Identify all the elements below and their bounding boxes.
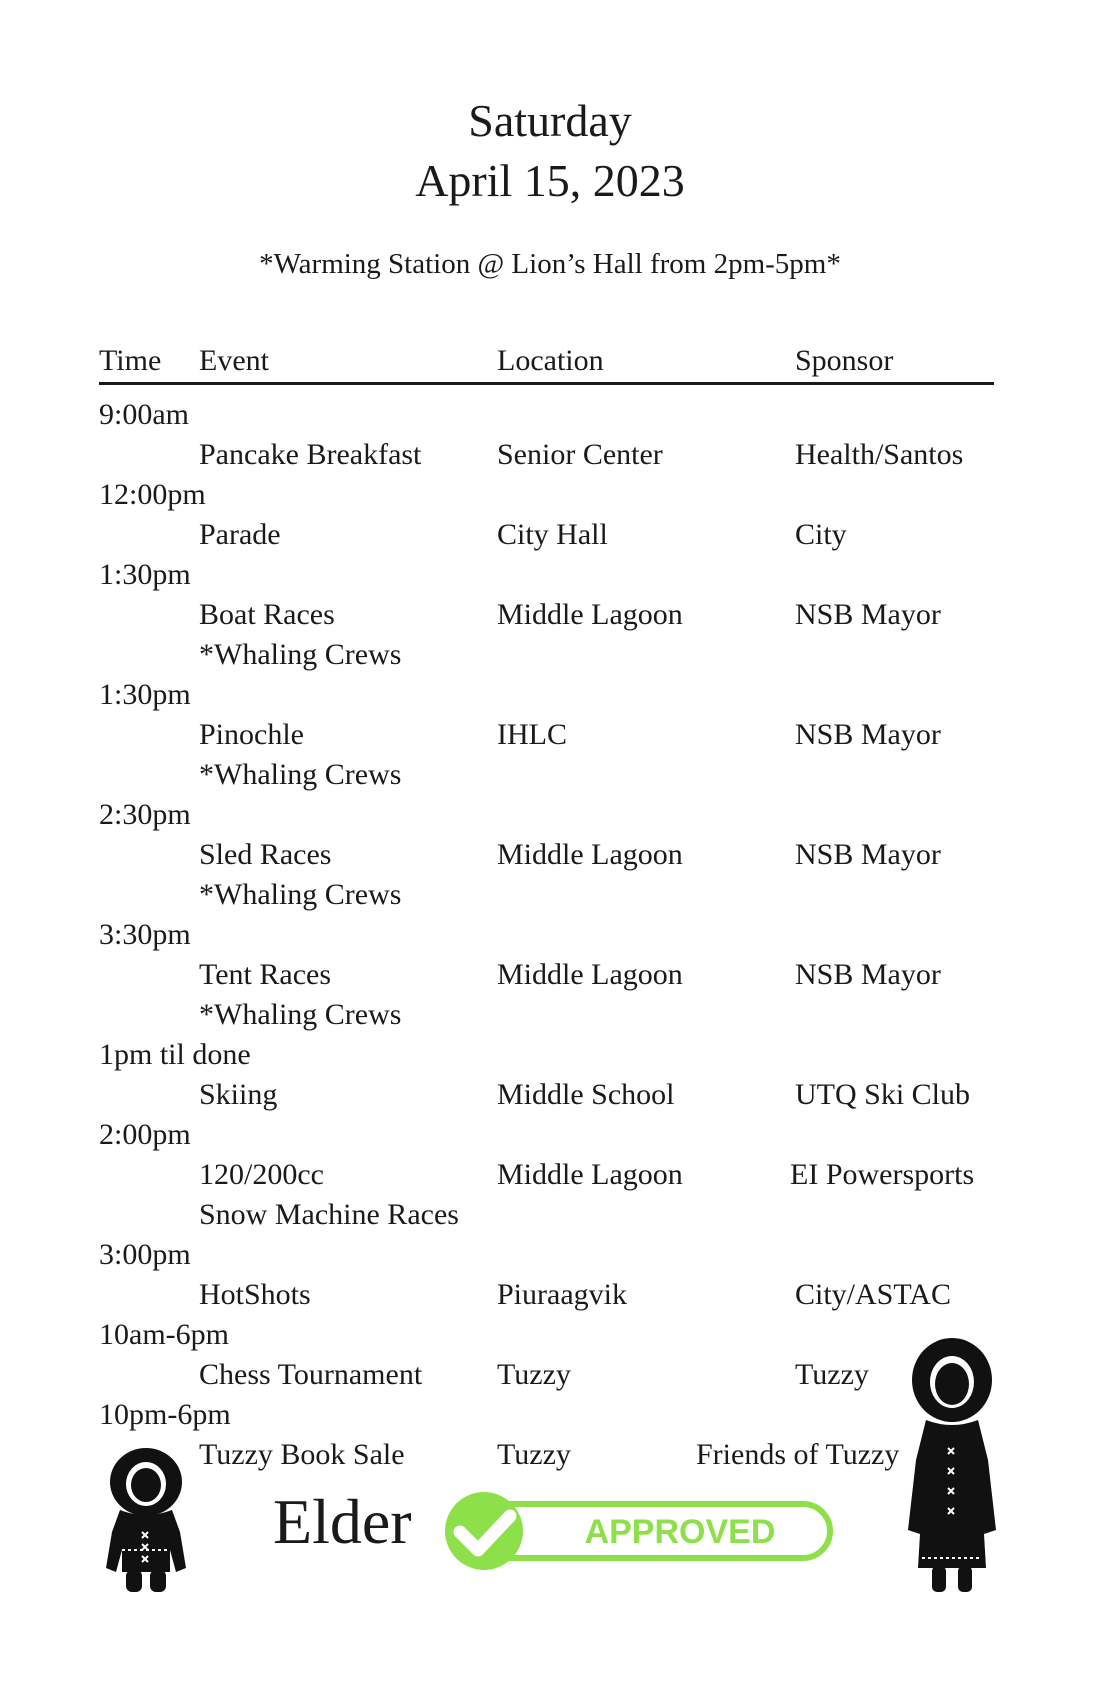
schedule-event: Tuzzy Book Sale (199, 1438, 405, 1471)
schedule-sponsor: UTQ Ski Club (795, 1078, 971, 1111)
page-title-day: Saturday (468, 95, 632, 146)
elder-figure-left-icon (96, 1440, 196, 1595)
schedule-location: IHLC (497, 718, 567, 751)
approved-badge (430, 1490, 840, 1570)
schedule-location: Tuzzy (497, 1358, 571, 1391)
schedule-location: City Hall (497, 518, 608, 551)
schedule-event: Pancake Breakfast (199, 438, 422, 471)
schedule-location: Middle School (497, 1078, 675, 1111)
warming-station-note: *Warming Station @ Lion’s Hall from 2pm-5pm* (259, 248, 841, 280)
schedule-sponsor: Health/Santos (795, 438, 964, 471)
schedule-event: Parade (199, 518, 281, 551)
schedule-sponsor: NSB Mayor (795, 838, 941, 871)
schedule-event: Tent Races (199, 958, 332, 991)
schedule-event: HotShots (199, 1278, 311, 1311)
schedule-time: 1pm til done (99, 1038, 251, 1071)
schedule-sponsor: City/ASTAC (795, 1278, 951, 1311)
column-header-sponsor: Sponsor (795, 344, 894, 377)
schedule-event: Boat Races (199, 598, 335, 631)
schedule-event: Sled Races (199, 838, 332, 871)
schedule-time: 9:00am (99, 398, 189, 431)
schedule-event-note: *Whaling Crews (199, 638, 402, 671)
schedule-sponsor: EI Powersports (790, 1158, 975, 1191)
elder-label: Elder (273, 1486, 412, 1557)
schedule-event: 120/200cc (199, 1158, 324, 1191)
schedule-location: Piuraagvik (497, 1278, 627, 1311)
schedule-time: 12:00pm (99, 478, 206, 511)
schedule-event: Chess Tournament (199, 1358, 423, 1391)
schedule-event-note: *Whaling Crews (199, 758, 402, 791)
schedule-time: 2:00pm (99, 1118, 191, 1151)
schedule-location: Tuzzy (497, 1438, 571, 1471)
schedule-time: 10am-6pm (99, 1318, 229, 1351)
schedule-sponsor: Friends of Tuzzy (696, 1438, 900, 1471)
schedule-location: Middle Lagoon (497, 958, 683, 991)
schedule-event: Skiing (199, 1078, 278, 1111)
schedule-time: 1:30pm (99, 558, 191, 591)
column-header-event: Event (199, 344, 269, 377)
schedule-event: Pinochle (199, 718, 304, 751)
schedule-event-note: *Whaling Crews (199, 998, 402, 1031)
elder-figure-right-icon (904, 1330, 1000, 1595)
schedule-time: 10pm-6pm (99, 1398, 231, 1431)
schedule-sponsor: NSB Mayor (795, 598, 941, 631)
schedule-time: 1:30pm (99, 678, 191, 711)
schedule-sponsor: City (795, 518, 847, 551)
schedule-sponsor: NSB Mayor (795, 958, 941, 991)
header-rule (99, 382, 994, 385)
approved-label: APPROVED (584, 1513, 776, 1551)
page-title-date: April 15, 2023 (415, 155, 685, 206)
schedule-location: Senior Center (497, 438, 663, 471)
schedule-time: 3:30pm (99, 918, 191, 951)
schedule-time: 2:30pm (99, 798, 191, 831)
schedule-location: Middle Lagoon (497, 1158, 683, 1191)
schedule-location: Middle Lagoon (497, 838, 683, 871)
schedule-time: 3:00pm (99, 1238, 191, 1271)
schedule-sponsor: Tuzzy (795, 1358, 869, 1391)
schedule-event-note: *Whaling Crews (199, 878, 402, 911)
column-header-time: Time (99, 344, 162, 377)
column-header-location: Location (497, 344, 604, 377)
schedule-location: Middle Lagoon (497, 598, 683, 631)
schedule-event-note: Snow Machine Races (199, 1198, 459, 1231)
schedule-sponsor: NSB Mayor (795, 718, 941, 751)
